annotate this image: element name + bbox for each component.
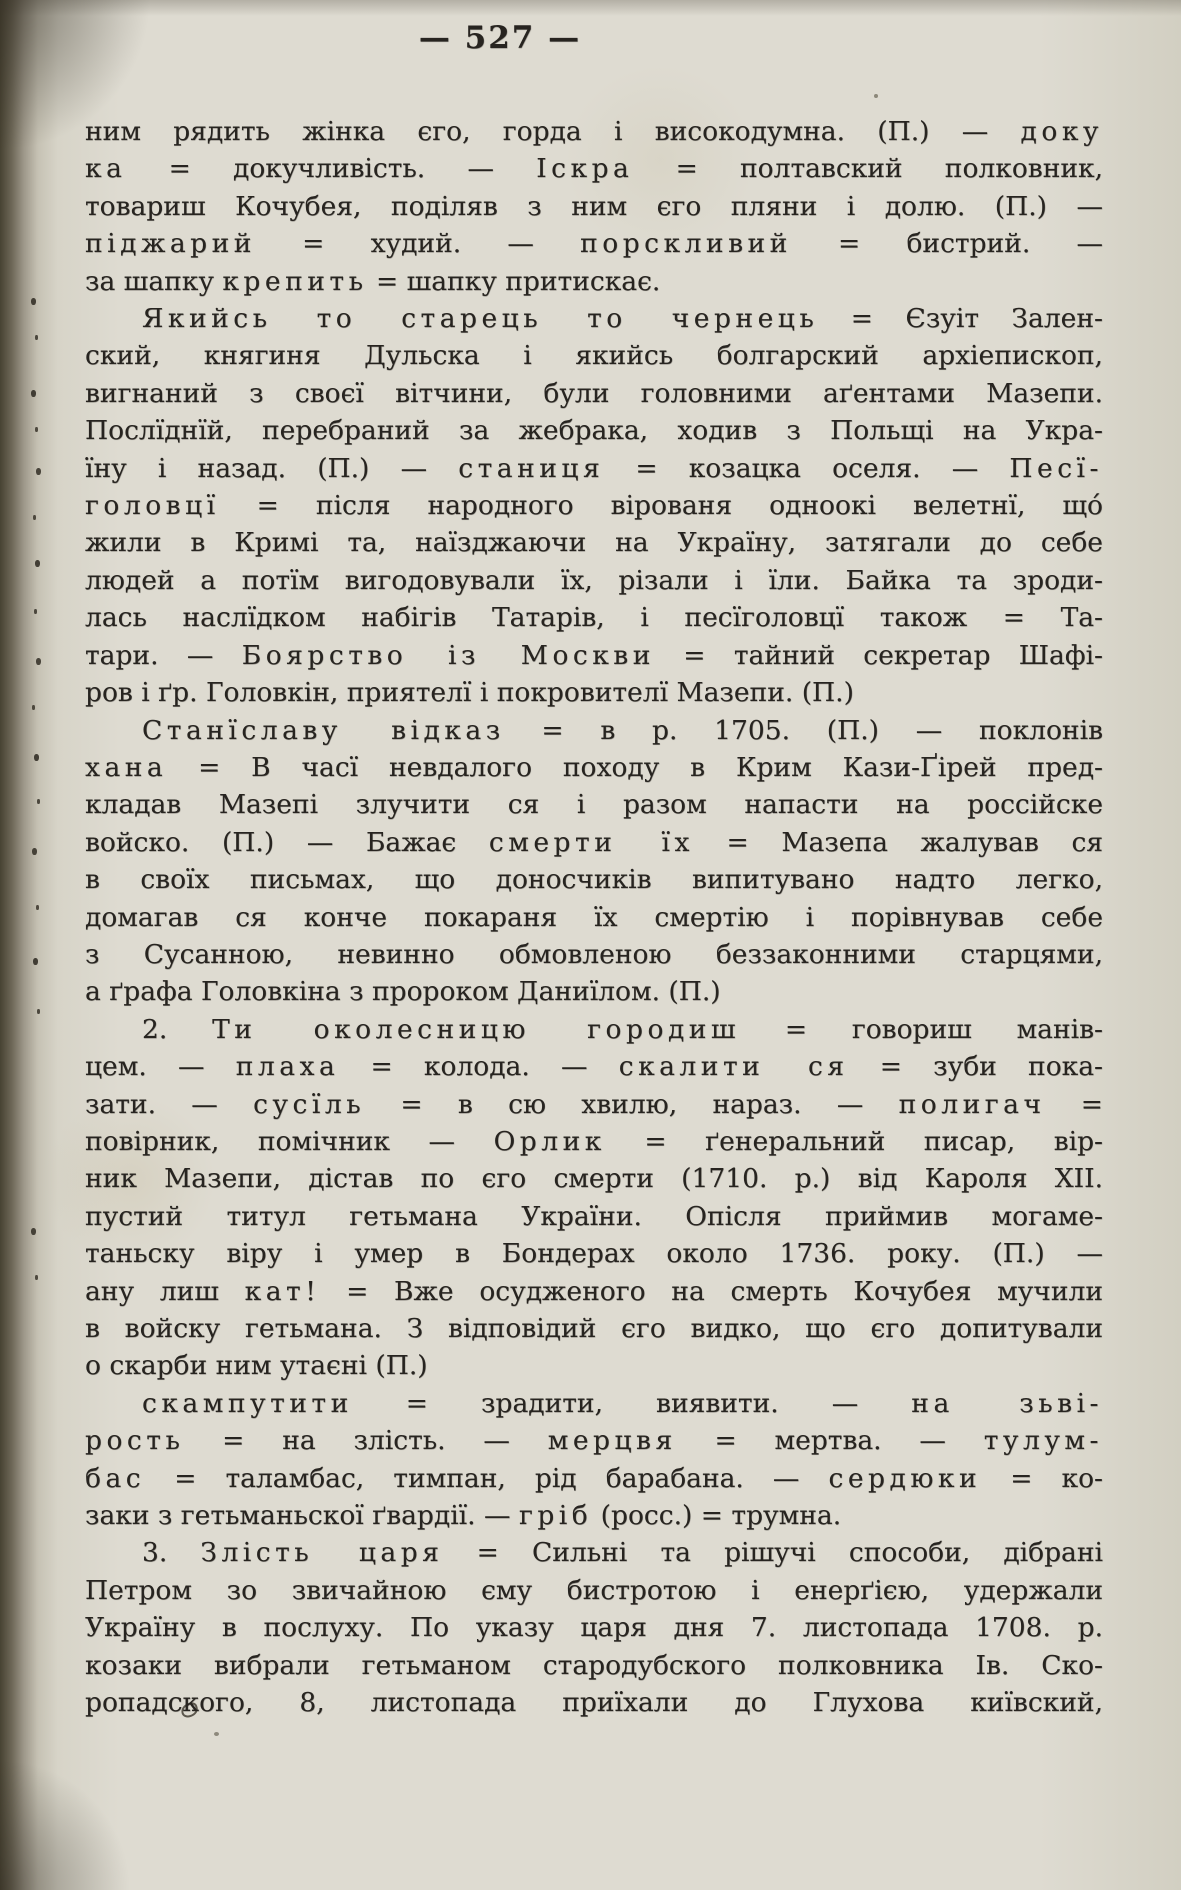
text-run: = Мазепа жалував ся [693, 826, 1104, 858]
text-run: цем. — [85, 1051, 236, 1083]
emphasized-term: крепить [222, 265, 368, 297]
text-line [85, 1011, 1103, 1048]
emphasized-term: сусїль [253, 1088, 366, 1120]
text-run: в своїх письмах, що доносчиків випитувано надто легко, [85, 864, 1103, 896]
text-run: = Вже осудженого на смерть Кочубея мучили [320, 1275, 1103, 1307]
text-line [85, 899, 1103, 936]
text-line [85, 300, 1103, 337]
text-run: (росс.) = трумна. [592, 1500, 842, 1532]
text-run: заки з гетьманьскої ґвардії. — [85, 1500, 519, 1532]
emphasized-term: мерцвя [547, 1425, 677, 1457]
dust-speck [874, 94, 878, 98]
text-run: жили в Кримі та, наїзджаючи на Україну, затягали до себе [85, 527, 1103, 559]
emphasized-term: Злість царя [200, 1537, 444, 1569]
text-run: тари. — [85, 639, 242, 671]
text-run: 3. [142, 1537, 201, 1569]
emphasized-term: Ти околесницю городиш [212, 1013, 741, 1045]
text-line [85, 487, 1103, 524]
text-line [85, 1123, 1103, 1160]
text-run: = на злість. — [184, 1425, 548, 1457]
emphasized-term: гріб [518, 1500, 593, 1532]
emphasized-term: тулум- [983, 1425, 1103, 1457]
text-line [85, 936, 1103, 973]
text-line [85, 1572, 1103, 1609]
text-run: Петром зо звичайною єму бистротою і енерґією, удержали [85, 1574, 1103, 1606]
text-line [85, 637, 1103, 674]
text-run: за шапку [85, 265, 223, 297]
text-run: = зрадити, виявити. — [352, 1387, 912, 1419]
text-line [85, 113, 1103, 150]
text-run: ану лиш [85, 1275, 245, 1307]
text-line [85, 450, 1103, 487]
text-line [85, 1385, 1103, 1422]
text-run: = в сю хвилю, нараз. — [365, 1088, 899, 1120]
text-line [85, 1160, 1103, 1197]
emphasized-term: Орлик [493, 1125, 606, 1157]
text-run: Україну в послуху. По указу царя дня 7. листопада 1708. р. [85, 1612, 1103, 1644]
text-line [85, 1647, 1103, 1684]
text-line [85, 375, 1103, 412]
text-run: = бистрий. — [791, 228, 1103, 260]
emphasized-term: Боярство із Москви [241, 639, 655, 671]
text-run: товариш Кочубея, поділяв з ним єго пляни і долю. (П.) — [85, 190, 1103, 222]
text-run: = колода. — [339, 1051, 619, 1083]
emphasized-term: кат! [244, 1275, 321, 1307]
text-line [85, 786, 1103, 823]
text-run: ский, княгиня Дульска і якийсь болгарский архіепископ, [85, 340, 1103, 372]
text-run: повірник, помічник — [85, 1125, 494, 1157]
text-line [85, 973, 1103, 1010]
emphasized-term: бас [85, 1462, 146, 1494]
text-run: ропадского, 8, листопада приїхали до Глухова київский, [85, 1687, 1103, 1719]
text-line [85, 225, 1103, 262]
emphasized-term: порскливий [580, 228, 792, 260]
text-line [85, 1347, 1103, 1384]
text-line [85, 1422, 1103, 1459]
binding-specks [31, 298, 36, 305]
dust-speck [214, 1732, 219, 1736]
text-run: о скарби ним утаєні (П.) [85, 1350, 428, 1382]
emphasized-term: Песї- [1009, 452, 1103, 484]
text-line [85, 1497, 1103, 1534]
text-line [85, 263, 1103, 300]
text-run: козаки вибрали гетьманом стародубского полковника Ів. Ско- [85, 1649, 1103, 1681]
emphasized-term: на зьві- [911, 1387, 1104, 1419]
text-run: = Сильні та рішучі способи, дібрані [443, 1537, 1103, 1569]
text-line [85, 412, 1103, 449]
text-line [85, 824, 1103, 861]
text-run: = в р. 1705. (П.) — поклонів [504, 714, 1103, 746]
text-run: = тайний секретар Шафі- [654, 639, 1103, 671]
text-run: вигнаний з своєї вітчини, були головними аґентами Мазепи. [85, 377, 1103, 409]
text-line [85, 1048, 1103, 1085]
text-run: домагав ся конче покараня їх смертію і порівнував себе [85, 901, 1103, 933]
emphasized-term: станиця [458, 452, 605, 484]
text-line [85, 1273, 1103, 1310]
text-run: пустий титул гетьмана України. Опісля приймив могаме- [85, 1200, 1103, 1232]
text-run: ним рядить жінка єго, горда і високодумна. (П.) — [85, 116, 1021, 147]
text-line [85, 1460, 1103, 1497]
text-run: Послїднїй, перебраний за жебрака, ходив з Польщі на Укра- [85, 415, 1103, 447]
text-run: = шапку притискає. [367, 265, 661, 297]
text-line [85, 524, 1103, 561]
text-run: ник Мазепи, дістав по єго смерти (1710. р.) від Кароля XII. [85, 1163, 1103, 1195]
emphasized-term: ка [85, 153, 127, 185]
text-run: = після народного вірованя одноокі велетнї, щó [219, 490, 1103, 522]
text-run: 2. [142, 1013, 213, 1045]
text-run: = зуби пока- [848, 1051, 1103, 1083]
text-line [85, 599, 1103, 636]
text-line [85, 1235, 1103, 1272]
text-run: = докучливість. — [126, 153, 537, 185]
page-number: — 527 — [418, 20, 582, 56]
text-run: = худий. — [255, 228, 581, 260]
text-run: = Єзуіт Зален- [818, 303, 1103, 335]
text-line [85, 674, 1103, 711]
emphasized-term: полигач [898, 1088, 1046, 1120]
text-line [85, 861, 1103, 898]
text-run: = козацка оселя. — [604, 452, 1010, 484]
emphasized-term: доку [1020, 116, 1103, 147]
text-line [85, 1086, 1103, 1123]
emphasized-term: піджарий [85, 228, 256, 260]
emphasized-term: сердюки [828, 1462, 982, 1494]
text-run: людей а потїм вигодовували їх, різали і їли. Байка та зроди- [85, 564, 1103, 596]
text-line [85, 150, 1103, 187]
text-line [85, 188, 1103, 225]
text-line [85, 1684, 1103, 1721]
emphasized-term: Іскра [536, 153, 634, 185]
text-run: а ґрафа Головкіна з пророком Даниїлом. (П.) [85, 976, 721, 1008]
emphasized-term: смерти їх [488, 826, 694, 858]
text-line [85, 749, 1103, 786]
text-line [85, 562, 1103, 599]
text-run: = [1045, 1088, 1103, 1120]
emphasized-term: хана [85, 751, 168, 783]
page-text [85, 113, 1103, 1721]
text-line [85, 1609, 1103, 1646]
text-run: в войску гетьмана. З відповідий єго видко, що єго допитували [85, 1313, 1103, 1344]
text-line [85, 1198, 1103, 1235]
text-run: = мертва. — [676, 1425, 984, 1457]
emphasized-term: скампутити [142, 1387, 353, 1419]
text-run: кладав Мазепі злучити ся і разом напасти на россійске [85, 789, 1103, 821]
text-run: їну і назад. (П.) — [85, 452, 459, 484]
text-run: ров і ґр. Головкін, приятелї і покровителї Мазепи. (П.) [85, 677, 854, 709]
text-line [85, 337, 1103, 374]
text-run: таньску віру і умер в Бондерах около 1736. року. (П.) — [85, 1238, 1103, 1270]
text-line [85, 712, 1103, 749]
emphasized-term: рость [85, 1425, 185, 1457]
text-run: = говориш манів- [740, 1013, 1103, 1045]
text-run: = таламбас, тимпан, рід барабана. — [145, 1462, 829, 1494]
emphasized-term: Станїславу відказ [142, 714, 505, 746]
text-run: = ґенеральний писар, вір- [605, 1125, 1104, 1157]
emphasized-term: головцї [85, 490, 220, 522]
text-run: з Сусанною, невинно обмовленою беззаконними старцями, [85, 938, 1103, 970]
emphasized-term: скалити ся [618, 1051, 849, 1083]
text-run: лась наслїдком набігів Татарів, і песїголовцї також = Та- [85, 602, 1103, 634]
text-line [85, 1310, 1103, 1347]
text-run: войско. (П.) — Бажає [85, 826, 489, 858]
text-run: = В часї невдалого походу в Крим Кази-Ґірей пред- [167, 751, 1103, 783]
text-run: = ко- [981, 1462, 1103, 1494]
text-run: зати. — [85, 1088, 254, 1120]
text-line [85, 1534, 1103, 1571]
text-run: = полтавский полковник, [633, 153, 1104, 185]
emphasized-term: плаха [235, 1051, 340, 1083]
emphasized-term: Якийсь то старець то чернець [142, 303, 819, 335]
